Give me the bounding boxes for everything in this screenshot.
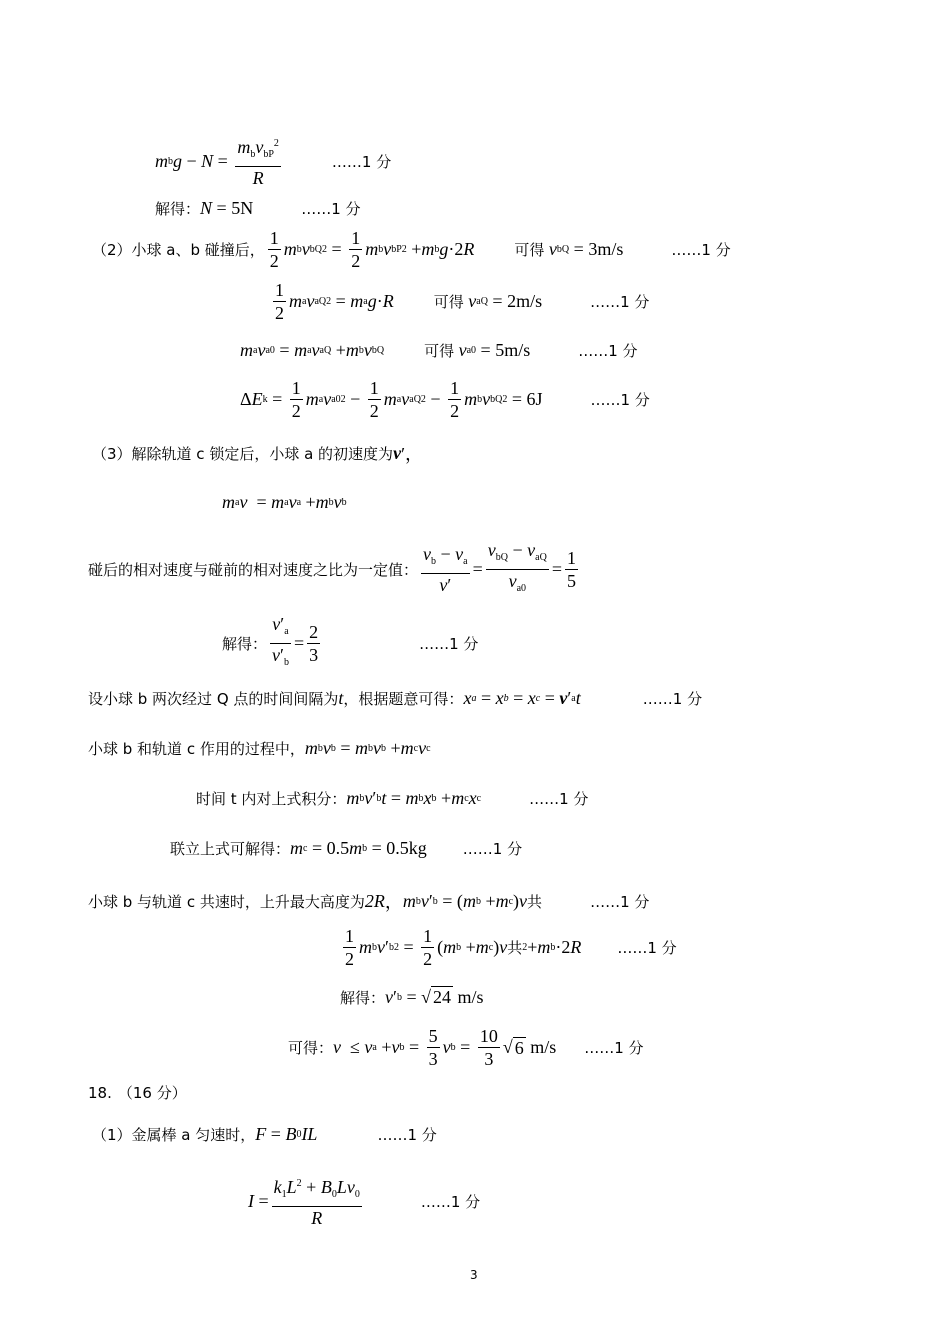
equation-energy-b: （2）小球 a、b 碰撞后， $\frac{1}{2}$ m b v bQ 2 = $\frac{1}{2}$ m b v bP 2 + m b g ·2 R 可得 v bQ = 3m/s ……1 分 bbox=[92, 228, 731, 271]
label-kede: 可得 bbox=[514, 241, 545, 259]
equation-momentum-2: m a v = m a v a + m b v b bbox=[222, 492, 347, 512]
solution-v-max: 可得： v ≤ v a + v b = $\frac{5}{3}$ v b = $\frac{10}{3}$ √ 6 m/s ……1 分 bbox=[288, 1026, 644, 1069]
label-gong: 共 bbox=[507, 939, 523, 957]
solution-ratio: 解得： $\frac{v'_a}{v'_b}$ = $\frac{2}{3}$ ……1 分 bbox=[222, 614, 479, 668]
score: ……1 分 bbox=[529, 790, 589, 808]
label-common: 小球 b 与轨道 c 共速时，上升最大高度为 bbox=[88, 892, 365, 911]
label-part3: （3）解除轨道 c 锁定后，小球 a 的初速度为 bbox=[92, 444, 394, 463]
label-gong: 共 bbox=[527, 892, 543, 911]
equation-common-velocity: 小球 b 与轨道 c 共速时，上升最大高度为 2R ， m b v ′ b = ( m b + m c ) v 共 ……1 分 bbox=[88, 890, 650, 912]
solution-N: 解得： N = 5N ……1 分 bbox=[155, 198, 361, 218]
score: ……1 分 bbox=[642, 690, 703, 708]
equation-bc-momentum: 小球 b 和轨道 c 作用的过程中， m b v b = m b v b + m c v c bbox=[88, 738, 431, 758]
equation-force: （1）金属棒 a 匀速时， F = B 0 IL ……1 分 bbox=[92, 1124, 437, 1144]
equation-energy-a: $\frac{1}{2}$ m a v aQ 2 = m a g · R 可得 v aQ = 2m/s ……1 分 bbox=[275, 280, 650, 323]
value-vbQ: 3m/s bbox=[588, 239, 624, 259]
score: ……1 分 bbox=[584, 1039, 644, 1057]
value-unit: m/s bbox=[530, 1037, 557, 1057]
page-number: 3 bbox=[470, 1268, 478, 1282]
label-kede: 可得 bbox=[433, 293, 464, 311]
label-integral: 时间 t 内对上式积分： bbox=[196, 790, 347, 808]
value-N: 5N bbox=[231, 198, 254, 218]
label-kede: 可得 bbox=[424, 342, 455, 360]
equation-delta-ek: Δ E k = $\frac{1}{2}$ m a v a0 2 − $\frac{1}{2}$ m a v aQ 2 − $\frac{1}{2}$ m b v bQ 2 = 6J ……1 分 bbox=[240, 378, 650, 421]
score: ……1 分 bbox=[377, 1126, 437, 1144]
value-dEk: 6J bbox=[526, 389, 543, 409]
equation-ratio: 碰后的相对速度与碰前的相对速度之比为一定值： $\frac{v_b - v_a}{v'}$ = $\frac{v_{bQ} - v_{aQ}}{v_{a0}}$ = $\frac{1}{5}$ bbox=[88, 540, 576, 595]
label-setb: 设小球 b 两次经过 Q 点的时间间隔为 bbox=[88, 690, 339, 708]
label-q18p1: （1）金属棒 a 匀速时， bbox=[92, 1126, 256, 1144]
score: ……1 分 bbox=[617, 939, 677, 957]
label-jiede: 解得： bbox=[222, 635, 268, 653]
score: ……1 分 bbox=[331, 152, 392, 171]
label-jiede: 解得： bbox=[340, 988, 386, 1007]
value-vb-sqrt: 24 bbox=[432, 987, 451, 1007]
score: ……1 分 bbox=[301, 200, 361, 218]
score: ……1 分 bbox=[462, 840, 523, 858]
score: ……1 分 bbox=[590, 391, 650, 409]
score: ……1 分 bbox=[590, 892, 650, 911]
equation-current: I = $\frac{k_1L^2 + B_0Lv_0}{R}$ ……1 分 bbox=[248, 1174, 480, 1228]
equation-energy-common: $\frac{1}{2}$ m b v ′ b 2 = $\frac{1}{2}$ ( m b + m c ) v 共 2 + m b ·2 R ……1 分 bbox=[345, 926, 677, 969]
value-2R: 2R bbox=[364, 890, 385, 911]
score: ……1 分 bbox=[590, 293, 650, 311]
value-vaQ: 2m/s bbox=[507, 291, 543, 311]
value-mc: 0.5kg bbox=[386, 838, 427, 858]
question-18-header bbox=[88, 1082, 187, 1103]
label-jiede: 解得： bbox=[155, 200, 201, 218]
value-va0: 5m/s bbox=[495, 340, 531, 360]
score: ……1 分 bbox=[420, 1192, 481, 1211]
label-combine: 联立上式可解得： bbox=[170, 840, 291, 858]
solution-mc: 联立上式可解得： m c = 0.5 m b = 0.5kg ……1 分 bbox=[170, 838, 523, 858]
score: ……1 分 bbox=[671, 241, 731, 259]
label-q18pts: （16 分） bbox=[117, 1084, 187, 1102]
value-unit: m/s bbox=[457, 986, 484, 1007]
label-q18: 18. bbox=[88, 1083, 112, 1102]
label-setb2: ，根据题意可得： bbox=[343, 690, 464, 708]
equation-integral: 时间 t 内对上式积分： m b v ′ b t = m b x b + m c x c ……1 分 bbox=[196, 788, 589, 808]
equation-momentum: m a v a0 = m a v aQ + m b v bQ 可得 v a0 = 5m/s ……1 分 bbox=[240, 340, 638, 360]
score: ……1 分 bbox=[419, 635, 479, 653]
equation-displacement: 设小球 b 两次经过 Q 点的时间间隔为 t ，根据题意可得： x a = x b = x c = v ′ a t ……1 分 bbox=[88, 688, 703, 708]
label-ratio: 碰后的相对速度与碰前的相对速度之比为一定值： bbox=[88, 561, 419, 579]
label-bc: 小球 b 和轨道 c 作用的过程中， bbox=[88, 740, 305, 758]
score: ……1 分 bbox=[578, 342, 638, 360]
equation-newton: m b g − N = $\frac{m_bv_{bP}^2}{R}$ ……1 分 bbox=[155, 134, 391, 188]
part3-intro: （3）解除轨道 c 锁定后，小球 a 的初速度为 v ′， bbox=[92, 442, 423, 464]
solution-vb: 解得： v ′ b = √ 24 m/s bbox=[340, 986, 484, 1007]
label-kede2: 可得： bbox=[288, 1039, 334, 1057]
label-part2: （2）小球 a、b 碰撞后， bbox=[92, 241, 265, 259]
